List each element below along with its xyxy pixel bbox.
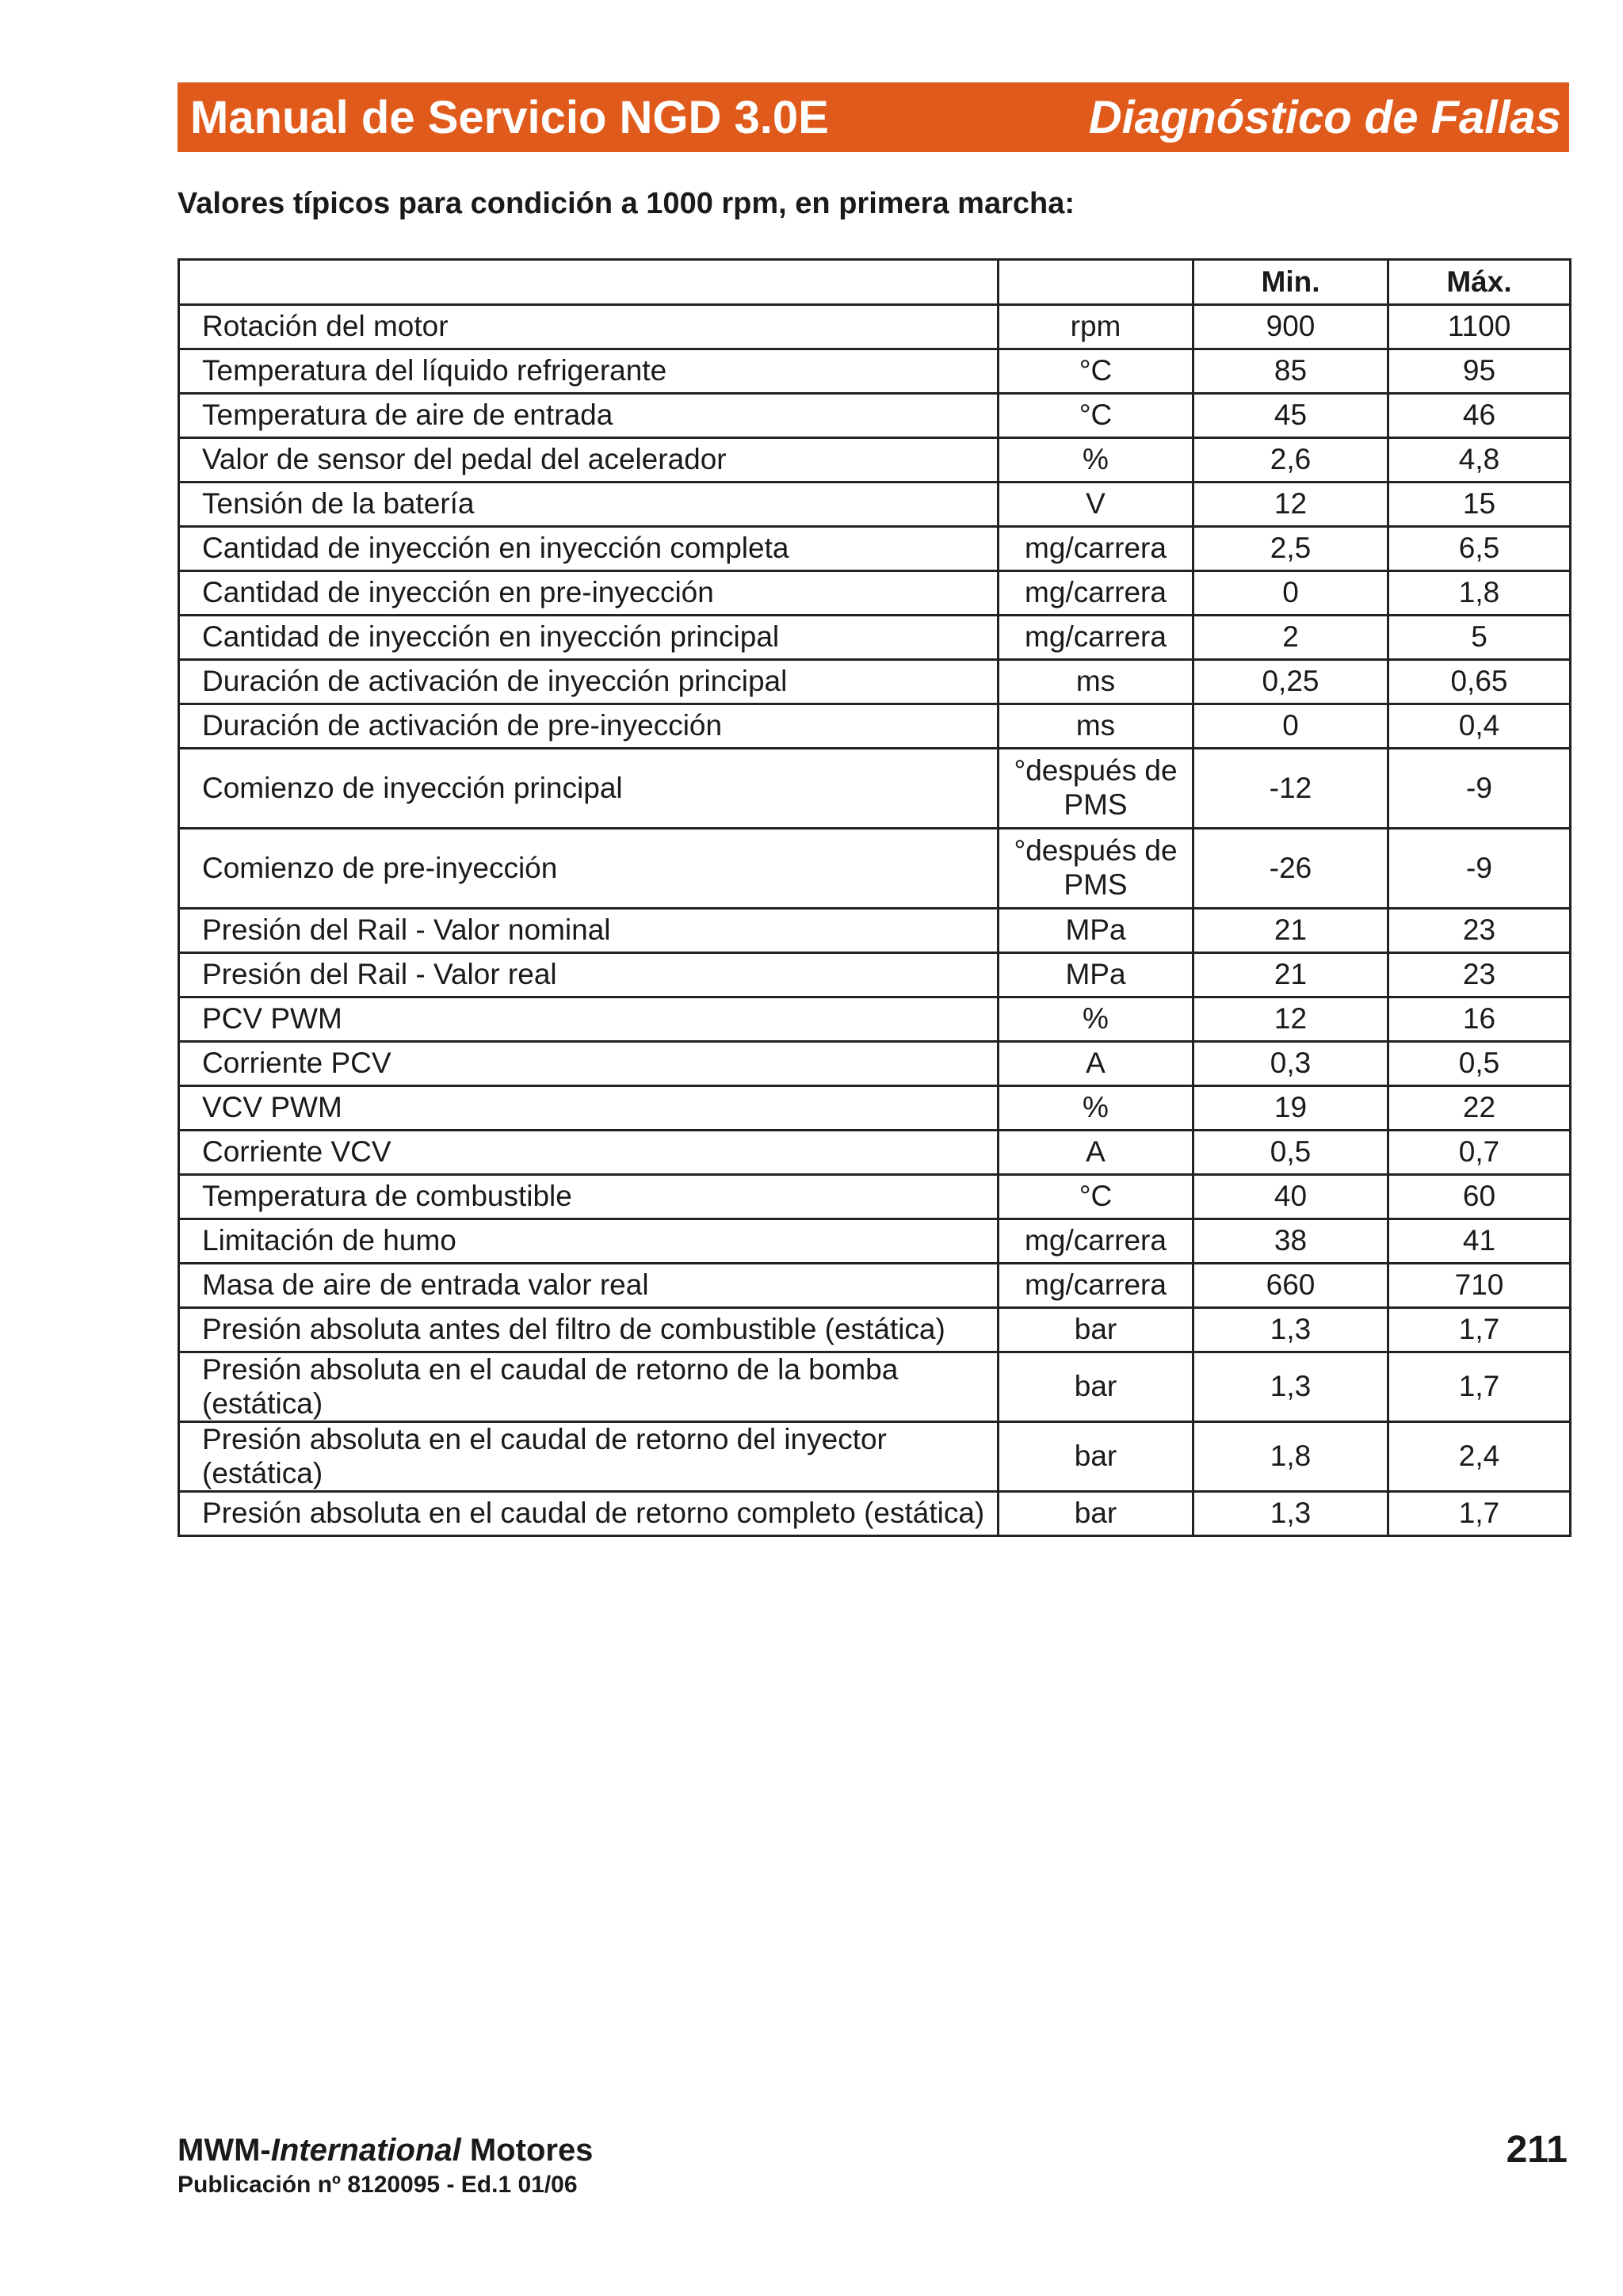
table-row — [179, 305, 1571, 349]
min-value-cell: 40 — [1193, 1175, 1388, 1219]
min-value-cell: 12 — [1193, 997, 1388, 1042]
min-value-cell: 45 — [1193, 394, 1388, 438]
min-value-cell: 900 — [1193, 305, 1388, 349]
max-value-cell: 95 — [1388, 349, 1571, 394]
param-cell: Corriente PCV — [179, 1042, 999, 1086]
min-value-cell: 38 — [1193, 1219, 1388, 1264]
table-row — [179, 616, 1571, 660]
param-cell: Presión del Rail - Valor nominal — [179, 909, 999, 953]
unit-cell: bar — [999, 1308, 1193, 1352]
max-value-cell: 1,7 — [1388, 1352, 1571, 1422]
param-cell: Limitación de humo — [179, 1219, 999, 1264]
unit-cell: % — [999, 997, 1193, 1042]
unit-cell: °después de PMS — [999, 829, 1193, 909]
table-row — [179, 953, 1571, 997]
unit-cell: mg/carrera — [999, 527, 1193, 571]
unit-cell: bar — [999, 1492, 1193, 1536]
param-cell: Presión absoluta en el caudal de retorno del inyector (estática) — [179, 1422, 999, 1492]
max-value-cell: 2,4 — [1388, 1422, 1571, 1492]
min-value-cell: 0,3 — [1193, 1042, 1388, 1086]
max-value-cell: -9 — [1388, 749, 1571, 829]
param-cell: Comienzo de pre-inyección — [179, 829, 999, 909]
max-value-cell: 0,4 — [1388, 704, 1571, 749]
header-max: Máx. — [1388, 260, 1571, 305]
param-cell: Presión absoluta en el caudal de retorno completo (estática) — [179, 1492, 999, 1536]
max-value-cell: 1,7 — [1388, 1308, 1571, 1352]
min-value-cell: 1,8 — [1193, 1422, 1388, 1492]
unit-cell: °C — [999, 394, 1193, 438]
section-title: Diagnóstico de Fallas — [1088, 91, 1561, 143]
max-value-cell: -9 — [1388, 829, 1571, 909]
page-header — [178, 82, 1569, 152]
unit-cell: bar — [999, 1422, 1193, 1492]
unit-cell: % — [999, 1086, 1193, 1131]
table-row — [179, 1042, 1571, 1086]
unit-cell: °C — [999, 349, 1193, 394]
min-value-cell: 2,5 — [1193, 527, 1388, 571]
max-value-cell: 0,5 — [1388, 1042, 1571, 1086]
table-row — [179, 660, 1571, 704]
table-row — [179, 1131, 1571, 1175]
min-value-cell: 0,5 — [1193, 1131, 1388, 1175]
param-cell: Duración de activación de pre-inyección — [179, 704, 999, 749]
param-cell: Tensión de la batería — [179, 482, 999, 527]
param-cell: Duración de activación de inyección principal — [179, 660, 999, 704]
table-row — [179, 829, 1571, 909]
table-row — [179, 1264, 1571, 1308]
unit-cell: mg/carrera — [999, 1219, 1193, 1264]
unit-cell: A — [999, 1131, 1193, 1175]
max-value-cell: 1,8 — [1388, 571, 1571, 616]
table-row — [179, 1492, 1571, 1536]
max-value-cell: 41 — [1388, 1219, 1571, 1264]
unit-cell: bar — [999, 1352, 1193, 1422]
max-value-cell: 710 — [1388, 1264, 1571, 1308]
param-cell: Cantidad de inyección en pre-inyección — [179, 571, 999, 616]
page-number: 211 — [1506, 2129, 1568, 2171]
min-value-cell: 12 — [1193, 482, 1388, 527]
manual-title: Manual de Servicio NGD 3.0E — [190, 91, 829, 143]
param-cell: PCV PWM — [179, 997, 999, 1042]
max-value-cell: 60 — [1388, 1175, 1571, 1219]
table-row — [179, 1308, 1571, 1352]
min-value-cell: 0 — [1193, 571, 1388, 616]
min-value-cell: 19 — [1193, 1086, 1388, 1131]
min-value-cell: 0,25 — [1193, 660, 1388, 704]
header-unit — [999, 260, 1193, 305]
typical-values-table — [178, 258, 1571, 1537]
footer — [178, 2133, 593, 2199]
unit-cell: % — [999, 438, 1193, 482]
unit-cell: V — [999, 482, 1193, 527]
header-min: Min. — [1193, 260, 1388, 305]
table-row — [179, 1175, 1571, 1219]
table-row — [179, 438, 1571, 482]
unit-cell: ms — [999, 660, 1193, 704]
table-row — [179, 527, 1571, 571]
max-value-cell: 15 — [1388, 482, 1571, 527]
table-row — [179, 909, 1571, 953]
unit-cell: mg/carrera — [999, 616, 1193, 660]
table-body — [179, 305, 1571, 1536]
min-value-cell: 85 — [1193, 349, 1388, 394]
table-row — [179, 394, 1571, 438]
unit-cell: °C — [999, 1175, 1193, 1219]
param-cell: Corriente VCV — [179, 1131, 999, 1175]
unit-cell: mg/carrera — [999, 571, 1193, 616]
param-cell: Comienzo de inyección principal — [179, 749, 999, 829]
max-value-cell: 22 — [1388, 1086, 1571, 1131]
param-cell: Cantidad de inyección en inyección completa — [179, 527, 999, 571]
table-row — [179, 482, 1571, 527]
publication-info: Publicación nº 8120095 - Ed.1 01/06 — [178, 2172, 578, 2198]
footer-brand: MWM-International Motores — [178, 2133, 594, 2168]
table-row — [179, 571, 1571, 616]
max-value-cell: 46 — [1388, 394, 1571, 438]
max-value-cell: 5 — [1388, 616, 1571, 660]
max-value-cell: 0,7 — [1388, 1131, 1571, 1175]
unit-cell: A — [999, 1042, 1193, 1086]
param-cell: Presión absoluta en el caudal de retorno de la bomba (estática) — [179, 1352, 999, 1422]
max-value-cell: 1100 — [1388, 305, 1571, 349]
param-cell: Cantidad de inyección en inyección principal — [179, 616, 999, 660]
min-value-cell: 0 — [1193, 704, 1388, 749]
param-cell: Presión del Rail - Valor real — [179, 953, 999, 997]
param-cell: Masa de aire de entrada valor real — [179, 1264, 999, 1308]
max-value-cell: 6,5 — [1388, 527, 1571, 571]
unit-cell: MPa — [999, 909, 1193, 953]
min-value-cell: 660 — [1193, 1264, 1388, 1308]
min-value-cell: 21 — [1193, 909, 1388, 953]
table-row — [179, 997, 1571, 1042]
param-cell: Temperatura de combustible — [179, 1175, 999, 1219]
min-value-cell: 21 — [1193, 953, 1388, 997]
header-parameter — [179, 260, 999, 305]
unit-cell: MPa — [999, 953, 1193, 997]
param-cell: Temperatura del líquido refrigerante — [179, 349, 999, 394]
unit-cell: rpm — [999, 305, 1193, 349]
table-caption: Valores típicos para condición a 1000 rpm, en primera marcha: — [178, 187, 1075, 220]
table-row — [179, 704, 1571, 749]
table-row — [179, 1086, 1571, 1131]
max-value-cell: 23 — [1388, 953, 1571, 997]
param-cell: Temperatura de aire de entrada — [179, 394, 999, 438]
max-value-cell: 16 — [1388, 997, 1571, 1042]
min-value-cell: -26 — [1193, 829, 1388, 909]
table-row — [179, 1422, 1571, 1492]
min-value-cell: 1,3 — [1193, 1492, 1388, 1536]
min-value-cell: 2 — [1193, 616, 1388, 660]
table-row — [179, 1219, 1571, 1264]
param-cell: VCV PWM — [179, 1086, 999, 1131]
table-row — [179, 1352, 1571, 1422]
unit-cell: ms — [999, 704, 1193, 749]
max-value-cell: 0,65 — [1388, 660, 1571, 704]
param-cell: Rotación del motor — [179, 305, 999, 349]
param-cell: Valor de sensor del pedal del acelerador — [179, 438, 999, 482]
param-cell: Presión absoluta antes del filtro de combustible (estática) — [179, 1308, 999, 1352]
unit-cell: °después de PMS — [999, 749, 1193, 829]
unit-cell: mg/carrera — [999, 1264, 1193, 1308]
min-value-cell: 2,6 — [1193, 438, 1388, 482]
max-value-cell: 23 — [1388, 909, 1571, 953]
table-row — [179, 349, 1571, 394]
min-value-cell: -12 — [1193, 749, 1388, 829]
min-value-cell: 1,3 — [1193, 1352, 1388, 1422]
max-value-cell: 4,8 — [1388, 438, 1571, 482]
min-value-cell: 1,3 — [1193, 1308, 1388, 1352]
max-value-cell: 1,7 — [1388, 1492, 1571, 1536]
table-header-row — [179, 260, 1571, 305]
table-row — [179, 749, 1571, 829]
